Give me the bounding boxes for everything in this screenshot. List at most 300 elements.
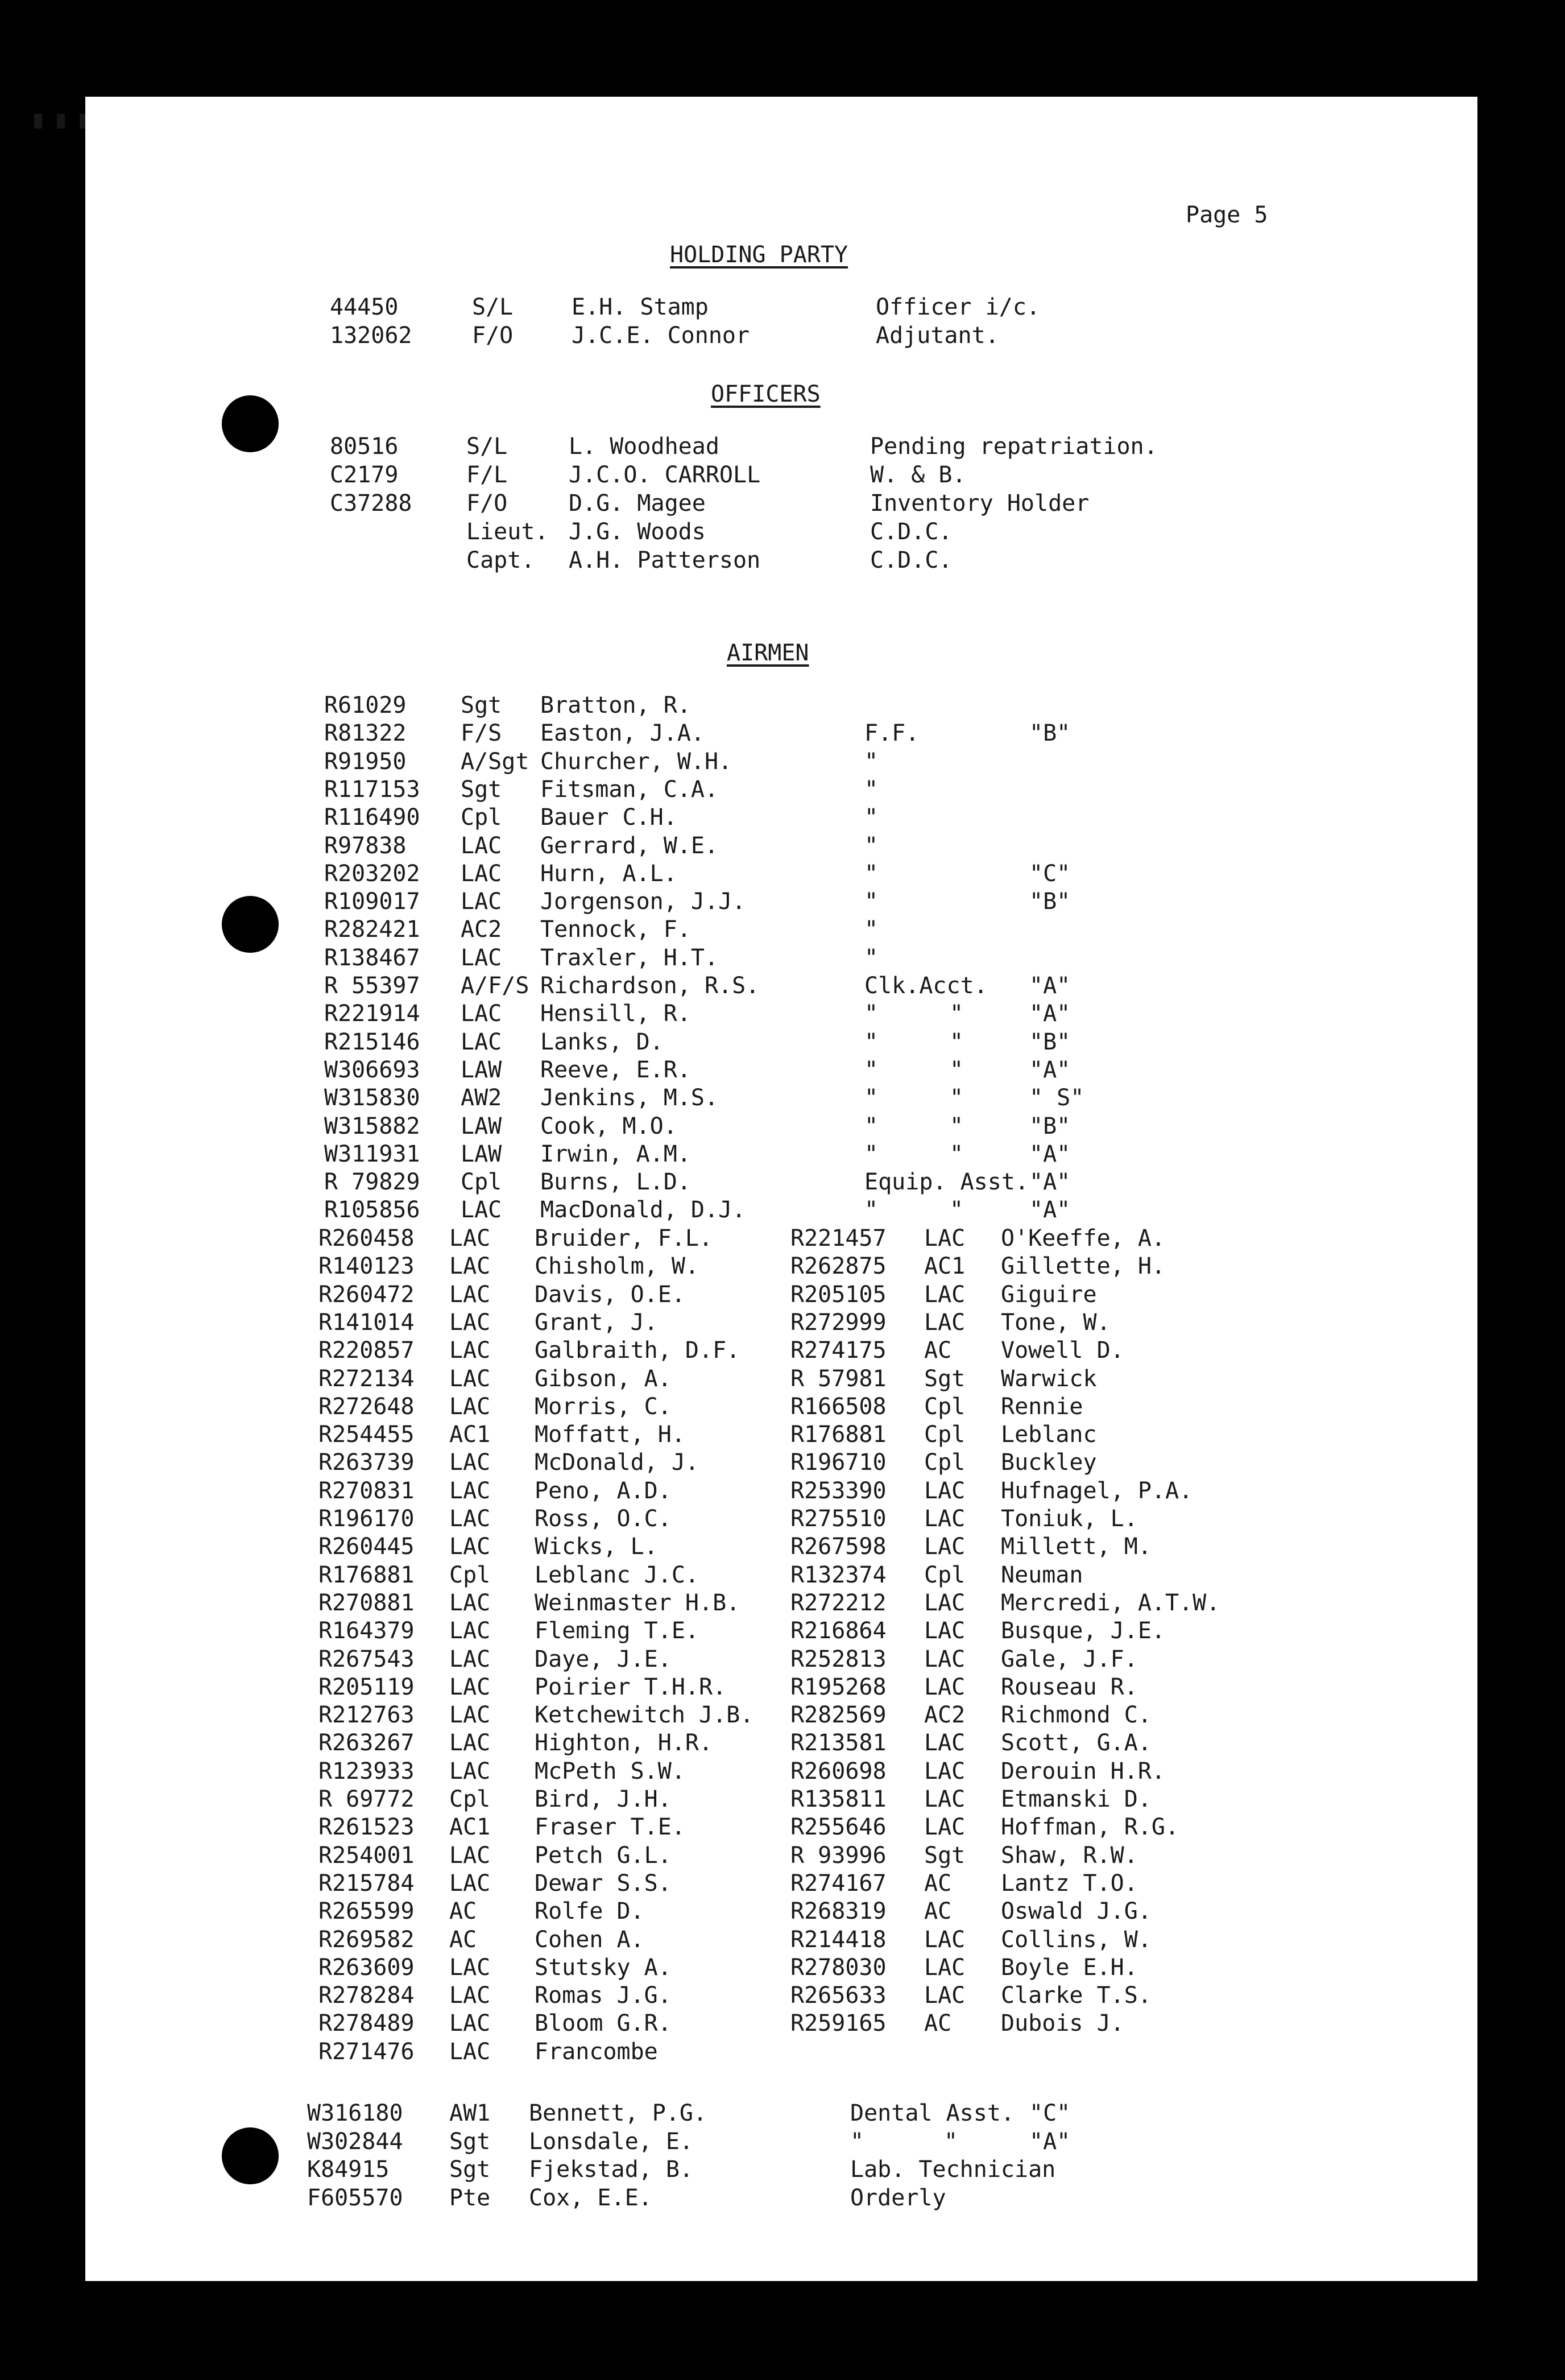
rank: LAC: [924, 1730, 966, 1757]
rank: Lieut.: [466, 519, 549, 545]
service-number: R265633: [790, 1982, 887, 2009]
name: McPeth S.W.: [535, 1758, 685, 1784]
classification: "A": [1029, 1197, 1071, 1224]
rank: LAC: [924, 1589, 966, 1616]
page-number: Page 5: [1186, 202, 1268, 228]
ditto-mark: ": [950, 1113, 964, 1139]
rank: LAC: [449, 2038, 491, 2065]
remarks: Inventory Holder: [870, 490, 1090, 517]
service-number: R260458: [318, 1225, 415, 1251]
name: Gibson, A.: [535, 1365, 672, 1392]
rank: AW1: [449, 2100, 491, 2126]
rank: Capt.: [466, 547, 535, 573]
rank: LAC: [449, 1477, 491, 1504]
name: Gerrard, W.E.: [540, 832, 719, 859]
service-number: R272999: [790, 1309, 887, 1336]
rank: S/L: [466, 433, 508, 460]
rank: AC: [449, 1898, 477, 1925]
trade: ": [850, 2128, 864, 2155]
name: Burns, L.D.: [540, 1169, 691, 1196]
rank: LAC: [449, 1702, 491, 1729]
rank: LAC: [461, 1001, 502, 1027]
remarks: Adjutant.: [876, 323, 999, 349]
name: Fleming T.E.: [535, 1618, 699, 1644]
service-number: R270881: [318, 1589, 415, 1616]
service-number: W315830: [324, 1085, 420, 1112]
rank: LAC: [924, 1477, 966, 1504]
service-number: 80516: [330, 433, 399, 460]
rank: LAC: [924, 1982, 966, 2009]
name: Hoffman, R.G.: [1001, 1814, 1179, 1841]
rank: AC2: [461, 916, 502, 943]
service-number: R252813: [790, 1646, 887, 1672]
name: Cohen A.: [535, 1926, 644, 1953]
service-number: C2179: [330, 462, 399, 488]
trade: ": [864, 1197, 879, 1224]
rank: LAW: [461, 1113, 502, 1139]
rank: Sgt: [461, 692, 502, 718]
name: Richardson, R.S.: [540, 973, 760, 999]
name: Stutsky A.: [535, 1954, 672, 1981]
name: Rennie: [1001, 1393, 1083, 1420]
service-number: R164379: [318, 1618, 415, 1644]
service-number: R205105: [790, 1281, 887, 1308]
name: Etmanski D.: [1001, 1786, 1152, 1812]
name: Jorgenson, J.J.: [540, 889, 746, 915]
name: Leblanc: [1001, 1422, 1097, 1448]
trade: ": [864, 1001, 879, 1027]
service-number: R97838: [324, 832, 407, 859]
rank: LAC: [449, 1309, 491, 1336]
classification: "B": [1029, 889, 1071, 915]
service-number: C37288: [330, 490, 412, 517]
rank: Cpl: [924, 1449, 966, 1476]
trade: Clk.Acct.: [864, 973, 988, 999]
rank: LAC: [449, 1674, 491, 1700]
service-number: R 93996: [790, 1842, 887, 1869]
rank: LAC: [449, 1337, 491, 1364]
service-number: R176881: [790, 1422, 887, 1448]
rank: LAC: [449, 1365, 491, 1392]
service-number: R270831: [318, 1477, 415, 1504]
classification: "C": [1029, 860, 1071, 887]
classification: "A": [1029, 1056, 1071, 1083]
rank: Cpl: [449, 1561, 491, 1588]
name: Peno, A.D.: [535, 1477, 672, 1504]
rank: LAC: [449, 2010, 491, 2037]
rank: F/S: [461, 720, 502, 747]
name: Bird, J.H.: [535, 1786, 672, 1812]
service-number: R81322: [324, 720, 407, 747]
name: Lantz T.O.: [1001, 1870, 1138, 1896]
remarks: C.D.C.: [870, 547, 953, 573]
name: Clarke T.S.: [1001, 1982, 1152, 2009]
name: Toniuk, L.: [1001, 1506, 1138, 1532]
punch-hole: [222, 2127, 279, 2184]
service-number: R 69772: [318, 1786, 415, 1812]
ditto-mark: ": [944, 2128, 958, 2155]
name: Tennock, F.: [540, 916, 691, 943]
name: Moffatt, H.: [535, 1422, 685, 1448]
service-number: R272134: [318, 1365, 415, 1392]
service-number: R176881: [318, 1561, 415, 1588]
service-number: R215146: [324, 1028, 420, 1055]
service-number: R105856: [324, 1197, 420, 1224]
ditto-mark: ": [950, 1001, 964, 1027]
service-number: F605570: [307, 2184, 403, 2211]
service-number: R282569: [790, 1702, 887, 1729]
name: O'Keeffe, A.: [1001, 1225, 1165, 1251]
service-number: R282421: [324, 916, 420, 943]
rank: Cpl: [449, 1786, 491, 1812]
rank: Pte: [449, 2184, 491, 2211]
service-number: R278489: [318, 2010, 415, 2037]
name: Busque, J.E.: [1001, 1618, 1165, 1644]
name: Rolfe D.: [535, 1898, 644, 1925]
service-number: R260472: [318, 1281, 415, 1308]
rank: LAC: [449, 1225, 491, 1251]
name: Daye, J.E.: [535, 1646, 672, 1672]
name: Hurn, A.L.: [540, 860, 677, 887]
classification: "A": [1029, 1169, 1071, 1196]
service-number: R267543: [318, 1646, 415, 1672]
service-number: R278284: [318, 1982, 415, 2009]
rank: LAC: [449, 1534, 491, 1560]
name: Hufnagel, P.A.: [1001, 1477, 1193, 1504]
service-number: R271476: [318, 2038, 415, 2065]
rank: Sgt: [924, 1842, 966, 1869]
trade: ": [864, 944, 879, 971]
service-number: R215784: [318, 1870, 415, 1896]
service-number: K84915: [307, 2156, 390, 2183]
rank: A/F/S: [461, 973, 529, 999]
service-number: R 57981: [790, 1365, 887, 1392]
rank: LAC: [449, 1954, 491, 1981]
airmen-heading: AIRMEN: [727, 640, 809, 666]
name: Romas J.G.: [535, 1982, 672, 2009]
rank: LAC: [924, 1954, 966, 1981]
classification: "A": [1029, 973, 1071, 999]
rank: LAC: [449, 1589, 491, 1616]
name: Cook, M.O.: [540, 1113, 677, 1139]
name: Cox, E.E.: [529, 2184, 652, 2211]
service-number: R141014: [318, 1309, 415, 1336]
classification: "B": [1029, 720, 1071, 747]
rank: LAC: [924, 1674, 966, 1700]
rank: AC1: [449, 1422, 491, 1448]
service-number: R253390: [790, 1477, 887, 1504]
name: Millett, M.: [1001, 1534, 1152, 1560]
trade: ": [864, 889, 879, 915]
name: Weinmaster H.B.: [535, 1589, 740, 1616]
rank: LAC: [449, 1730, 491, 1757]
rank: AC: [924, 2010, 952, 2037]
service-number: W311931: [324, 1141, 420, 1167]
service-number: R213581: [790, 1730, 887, 1757]
trade: ": [864, 1028, 879, 1055]
name: Gale, J.F.: [1001, 1646, 1138, 1672]
rank: LAW: [461, 1141, 502, 1167]
rank: S/L: [472, 294, 514, 320]
classification: "B": [1029, 1113, 1071, 1139]
service-number: R254455: [318, 1422, 415, 1448]
service-number: R196710: [790, 1449, 887, 1476]
service-number: R274175: [790, 1337, 887, 1364]
rank: AC2: [924, 1702, 966, 1729]
name: J.G. Woods: [569, 519, 706, 545]
rank: Cpl: [461, 1169, 502, 1196]
service-number: R138467: [324, 944, 420, 971]
rank: Sgt: [924, 1365, 966, 1392]
service-number: R116490: [324, 804, 420, 831]
punch-hole: [222, 896, 279, 953]
name: Bruider, F.L.: [535, 1225, 713, 1251]
rank: AC: [924, 1870, 952, 1896]
service-number: W302844: [307, 2128, 403, 2155]
service-number: 44450: [330, 294, 399, 320]
classification: " S": [1029, 1085, 1084, 1112]
name: Irwin, A.M.: [540, 1141, 691, 1167]
name: E.H. Stamp: [572, 294, 709, 320]
trade: ": [864, 916, 879, 943]
name: McDonald, J.: [535, 1449, 699, 1476]
name: Jenkins, M.S.: [540, 1085, 719, 1112]
service-number: W315882: [324, 1113, 420, 1139]
name: MacDonald, D.J.: [540, 1197, 746, 1224]
service-number: R203202: [324, 860, 420, 887]
service-number: R265599: [318, 1898, 415, 1925]
classification: "A": [1029, 1001, 1071, 1027]
rank: LAC: [449, 1842, 491, 1869]
name: Vowell D.: [1001, 1337, 1124, 1364]
rank: Cpl: [924, 1393, 966, 1420]
trade: ": [864, 860, 879, 887]
service-number: R260445: [318, 1534, 415, 1560]
name: Ross, O.C.: [535, 1506, 672, 1532]
service-number: W316180: [307, 2100, 403, 2126]
rank: LAC: [924, 1814, 966, 1841]
rank: LAC: [449, 1449, 491, 1476]
rank: LAC: [449, 1758, 491, 1784]
trade: ": [864, 832, 879, 859]
service-number: R263609: [318, 1954, 415, 1981]
name: Oswald J.G.: [1001, 1898, 1152, 1925]
service-number: R267598: [790, 1534, 887, 1560]
rank: LAC: [461, 889, 502, 915]
service-number: R214418: [790, 1926, 887, 1953]
remarks: Pending repatriation.: [870, 433, 1158, 460]
document-page: [85, 97, 1477, 2281]
ditto-mark: ": [950, 1141, 964, 1167]
service-number: R91950: [324, 748, 407, 775]
name: Francombe: [535, 2038, 658, 2065]
rank: LAC: [461, 1028, 502, 1055]
service-number: R205119: [318, 1674, 415, 1700]
rank: AW2: [461, 1085, 502, 1112]
rank: AC1: [924, 1253, 966, 1280]
name: Lonsdale, E.: [529, 2128, 693, 2155]
rank: LAC: [449, 1253, 491, 1280]
service-number: R255646: [790, 1814, 887, 1841]
name: Gillette, H.: [1001, 1253, 1165, 1280]
name: Easton, J.A.: [540, 720, 705, 747]
name: Wicks, L.: [535, 1534, 658, 1560]
name: Highton, H.R.: [535, 1730, 713, 1757]
trade: ": [864, 776, 879, 803]
name: Dubois J.: [1001, 2010, 1124, 2037]
service-number: R275510: [790, 1506, 887, 1532]
ditto-mark: ": [950, 1028, 964, 1055]
service-number: R274167: [790, 1870, 887, 1896]
name: D.G. Magee: [569, 490, 706, 517]
service-number: R117153: [324, 776, 420, 803]
rank: LAC: [924, 1309, 966, 1336]
name: J.C.O. CARROLL: [569, 462, 761, 488]
name: Reeve, E.R.: [540, 1056, 691, 1083]
ditto-mark: ": [950, 1056, 964, 1083]
rank: AC: [924, 1898, 952, 1925]
punch-hole: [222, 395, 279, 452]
name: Bauer C.H.: [540, 804, 677, 831]
name: Bennett, P.G.: [529, 2100, 707, 2126]
rank: Cpl: [924, 1561, 966, 1588]
name: Bratton, R.: [540, 692, 691, 718]
name: Galbraith, D.F.: [535, 1337, 740, 1364]
name: L. Woodhead: [569, 433, 719, 460]
name: Neuman: [1001, 1561, 1083, 1588]
name: Chisholm, W.: [535, 1253, 699, 1280]
rank: LAC: [461, 944, 502, 971]
name: Collins, W.: [1001, 1926, 1152, 1953]
service-number: R212763: [318, 1702, 415, 1729]
rank: LAC: [924, 1506, 966, 1532]
remarks: W. & B.: [870, 462, 966, 488]
rank: LAC: [924, 1646, 966, 1672]
service-number: R221457: [790, 1225, 887, 1251]
name: Traxler, H.T.: [540, 944, 719, 971]
name: Giguire: [1001, 1281, 1097, 1308]
name: Fitsman, C.A.: [540, 776, 719, 803]
trade: F.F.: [864, 720, 920, 747]
rank: LAC: [449, 1618, 491, 1644]
remarks: C.D.C.: [870, 519, 953, 545]
name: Boyle E.H.: [1001, 1954, 1138, 1981]
service-number: R220857: [318, 1337, 415, 1364]
service-number: W306693: [324, 1056, 420, 1083]
service-number: R260698: [790, 1758, 887, 1784]
service-number: R263267: [318, 1730, 415, 1757]
service-number: R132374: [790, 1561, 887, 1588]
rank: Sgt: [449, 2128, 491, 2155]
rank: LAC: [924, 1786, 966, 1812]
service-number: R166508: [790, 1393, 887, 1420]
rank: Cpl: [924, 1422, 966, 1448]
rank: LAC: [924, 1926, 966, 1953]
name: Morris, C.: [535, 1393, 672, 1420]
name: Leblanc J.C.: [535, 1561, 699, 1588]
service-number: 132062: [330, 323, 412, 349]
rank: AC1: [449, 1814, 491, 1841]
holding-party-heading: HOLDING PARTY: [670, 242, 848, 268]
name: Petch G.L.: [535, 1842, 672, 1869]
service-number: R195268: [790, 1674, 887, 1700]
trade: ": [864, 1113, 879, 1139]
rank: LAW: [461, 1056, 502, 1083]
rank: LAC: [461, 1197, 502, 1224]
name: Churcher, W.H.: [540, 748, 732, 775]
name: A.H. Patterson: [569, 547, 761, 573]
rank: LAC: [924, 1534, 966, 1560]
name: Fjekstad, B.: [529, 2156, 693, 2183]
name: Rouseau R.: [1001, 1674, 1138, 1700]
classification: "A": [1029, 1141, 1071, 1167]
name: Lanks, D.: [540, 1028, 664, 1055]
name: Dewar S.S.: [535, 1870, 672, 1896]
rank: LAC: [449, 1393, 491, 1420]
service-number: R259165: [790, 2010, 887, 2037]
service-number: R196170: [318, 1506, 415, 1532]
name: Tone, W.: [1001, 1309, 1111, 1336]
classification: "B": [1029, 1028, 1071, 1055]
name: Poirier T.H.R.: [535, 1674, 727, 1700]
name: Fraser T.E.: [535, 1814, 685, 1841]
name: Davis, O.E.: [535, 1281, 685, 1308]
name: Hensill, R.: [540, 1001, 691, 1027]
rank: F/O: [472, 323, 514, 349]
rank: LAC: [924, 1225, 966, 1251]
trade: ": [864, 1141, 879, 1167]
trade: Lab. Technician: [850, 2156, 1056, 2183]
service-number: R254001: [318, 1842, 415, 1869]
service-number: R135811: [790, 1786, 887, 1812]
rank: AC: [924, 1337, 952, 1364]
name: Buckley: [1001, 1449, 1097, 1476]
rank: F/O: [466, 490, 508, 517]
rank: F/L: [466, 462, 508, 488]
service-number: R61029: [324, 692, 407, 718]
service-number: R262875: [790, 1253, 887, 1280]
rank: LAC: [461, 860, 502, 887]
service-number: R268319: [790, 1898, 887, 1925]
rank: LAC: [449, 1982, 491, 2009]
name: Warwick: [1001, 1365, 1097, 1392]
trade: Dental Asst.: [850, 2100, 1015, 2126]
rank: A/Sgt: [461, 748, 529, 775]
service-number: R261523: [318, 1814, 415, 1841]
name: Ketchewitch J.B.: [535, 1702, 754, 1729]
rank: LAC: [449, 1646, 491, 1672]
service-number: R272212: [790, 1589, 887, 1616]
rank: LAC: [924, 1281, 966, 1308]
rank: Sgt: [449, 2156, 491, 2183]
service-number: R263739: [318, 1449, 415, 1476]
name: J.C.E. Connor: [572, 323, 750, 349]
service-number: R123933: [318, 1758, 415, 1784]
service-number: R278030: [790, 1954, 887, 1981]
service-number: R272648: [318, 1393, 415, 1420]
trade: ": [864, 804, 879, 831]
trade: ": [864, 748, 879, 775]
name: Shaw, R.W.: [1001, 1842, 1138, 1869]
ditto-mark: ": [950, 1085, 964, 1112]
rank: LAC: [924, 1758, 966, 1784]
officers-heading: OFFICERS: [711, 381, 821, 407]
service-number: R 55397: [324, 973, 420, 999]
service-number: R221914: [324, 1001, 420, 1027]
service-number: R269582: [318, 1926, 415, 1953]
trade: ": [864, 1085, 879, 1112]
name: Derouin H.R.: [1001, 1758, 1165, 1784]
